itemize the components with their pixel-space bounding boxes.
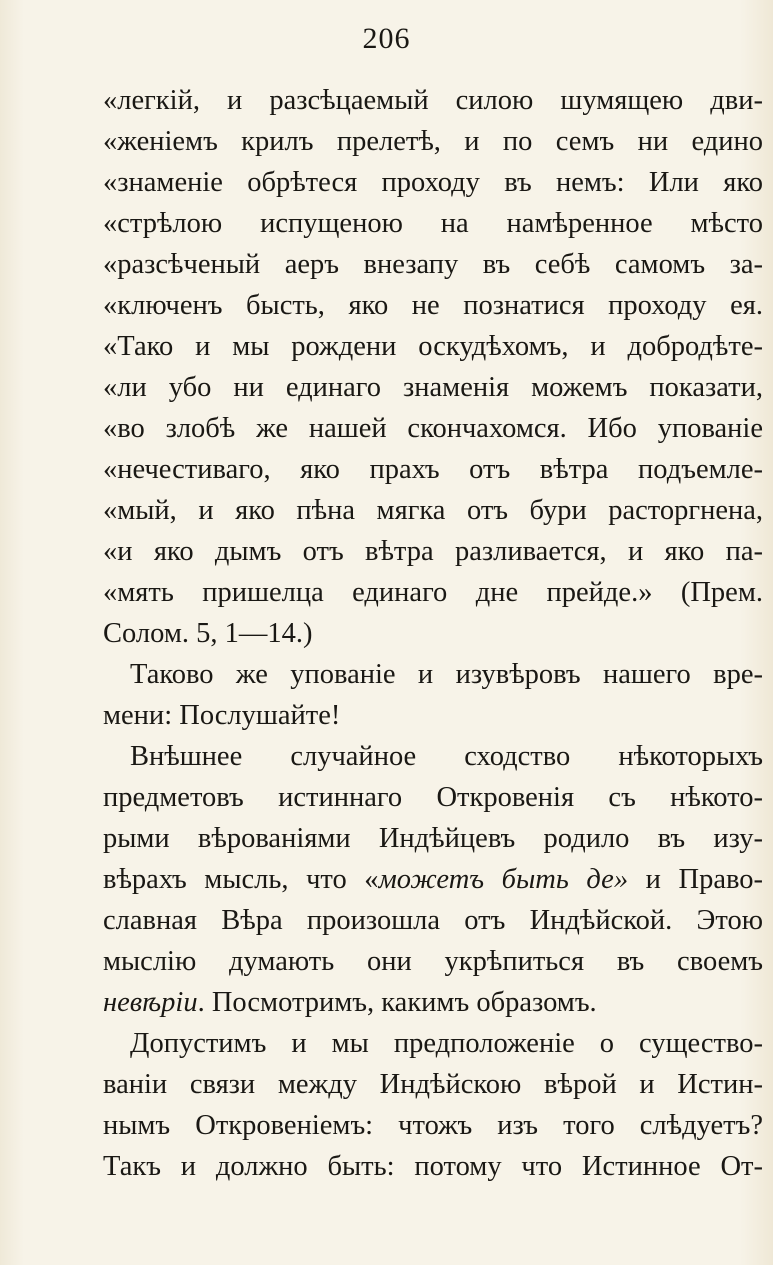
body-text (103, 80, 763, 1187)
text-line: «и яко дымъ отъ вѣтра разливается, и яко па- (103, 536, 763, 567)
text-line: Допустимъ и мы предположеніе о существо- (130, 1028, 763, 1059)
text-line (103, 982, 763, 1023)
text-segment: . Посмотримъ, какимъ образомъ. (197, 987, 597, 1018)
text-line: мени: Послушайте! (103, 700, 341, 731)
text-line: Таково же упованіе и изувѣровъ нашего вре- (130, 659, 763, 690)
text-line: «легкій, и разсѣцаемый силою шумящею дви- (103, 85, 763, 116)
text-segment: вѣрахъ мысль, что « (103, 864, 379, 895)
text-line: «разсѣченый аеръ внезапу въ себѣ самомъ за- (103, 249, 763, 280)
text-line: мыслію думають они укрѣпиться въ своемъ (103, 946, 763, 977)
text-line: ваніи связи между Индѣйскою вѣрой и Истин- (103, 1069, 763, 1100)
text-line: Внѣшнее случайное сходство нѣкоторыхъ (130, 741, 763, 772)
text-line: «знаменіе обрѣтеся проходу въ немъ: Или яко (103, 167, 763, 198)
text-line: «женіемъ крилъ прелетѣ, и по семъ ни едино (103, 126, 763, 157)
text-line: «мый, и яко пѣна мягка отъ бури расторгнена, (103, 495, 763, 526)
italic-word: невѣріи (103, 987, 198, 1018)
text-line: «ключенъ бысть, яко не познатися проходу ея. (103, 290, 763, 321)
text-line: нымъ Откровеніемъ: чтожъ изъ того слѣдуетъ? (103, 1110, 763, 1141)
text-line: «ли убо ни единаго знаменія можемъ показати, (103, 372, 763, 403)
text-line: «во злобѣ же нашей скончахомся. Ибо упованіе (103, 413, 763, 444)
text-line: «мять пришелца единаго дне прейде.» (Прем. (103, 577, 763, 608)
text-line (103, 859, 763, 900)
text-line: «стрѣлою испущеною на намѣренное мѣсто (103, 208, 763, 239)
text-segment: и Право- (628, 864, 763, 895)
text-line: Такъ и должно быть: потому что Истинное От- (103, 1151, 763, 1182)
text-line: рыми вѣрованіями Индѣйцевъ родило въ изу- (103, 823, 763, 854)
text-line: предметовъ истиннаго Откровенія съ нѣкото- (103, 782, 763, 813)
text-line: «Тако и мы рождени оскудѣхомъ, и добродѣте- (103, 331, 763, 362)
text-line: «нечестиваго, яко прахъ отъ вѣтра подъемле- (103, 454, 763, 485)
italic-phrase: можетъ быть де» (378, 864, 629, 895)
page-number: 206 (362, 22, 411, 55)
text-line: славная Вѣра произошла отъ Индѣйской. Этою (103, 905, 763, 936)
text-line: Солом. 5, 1—14.) (103, 618, 313, 649)
